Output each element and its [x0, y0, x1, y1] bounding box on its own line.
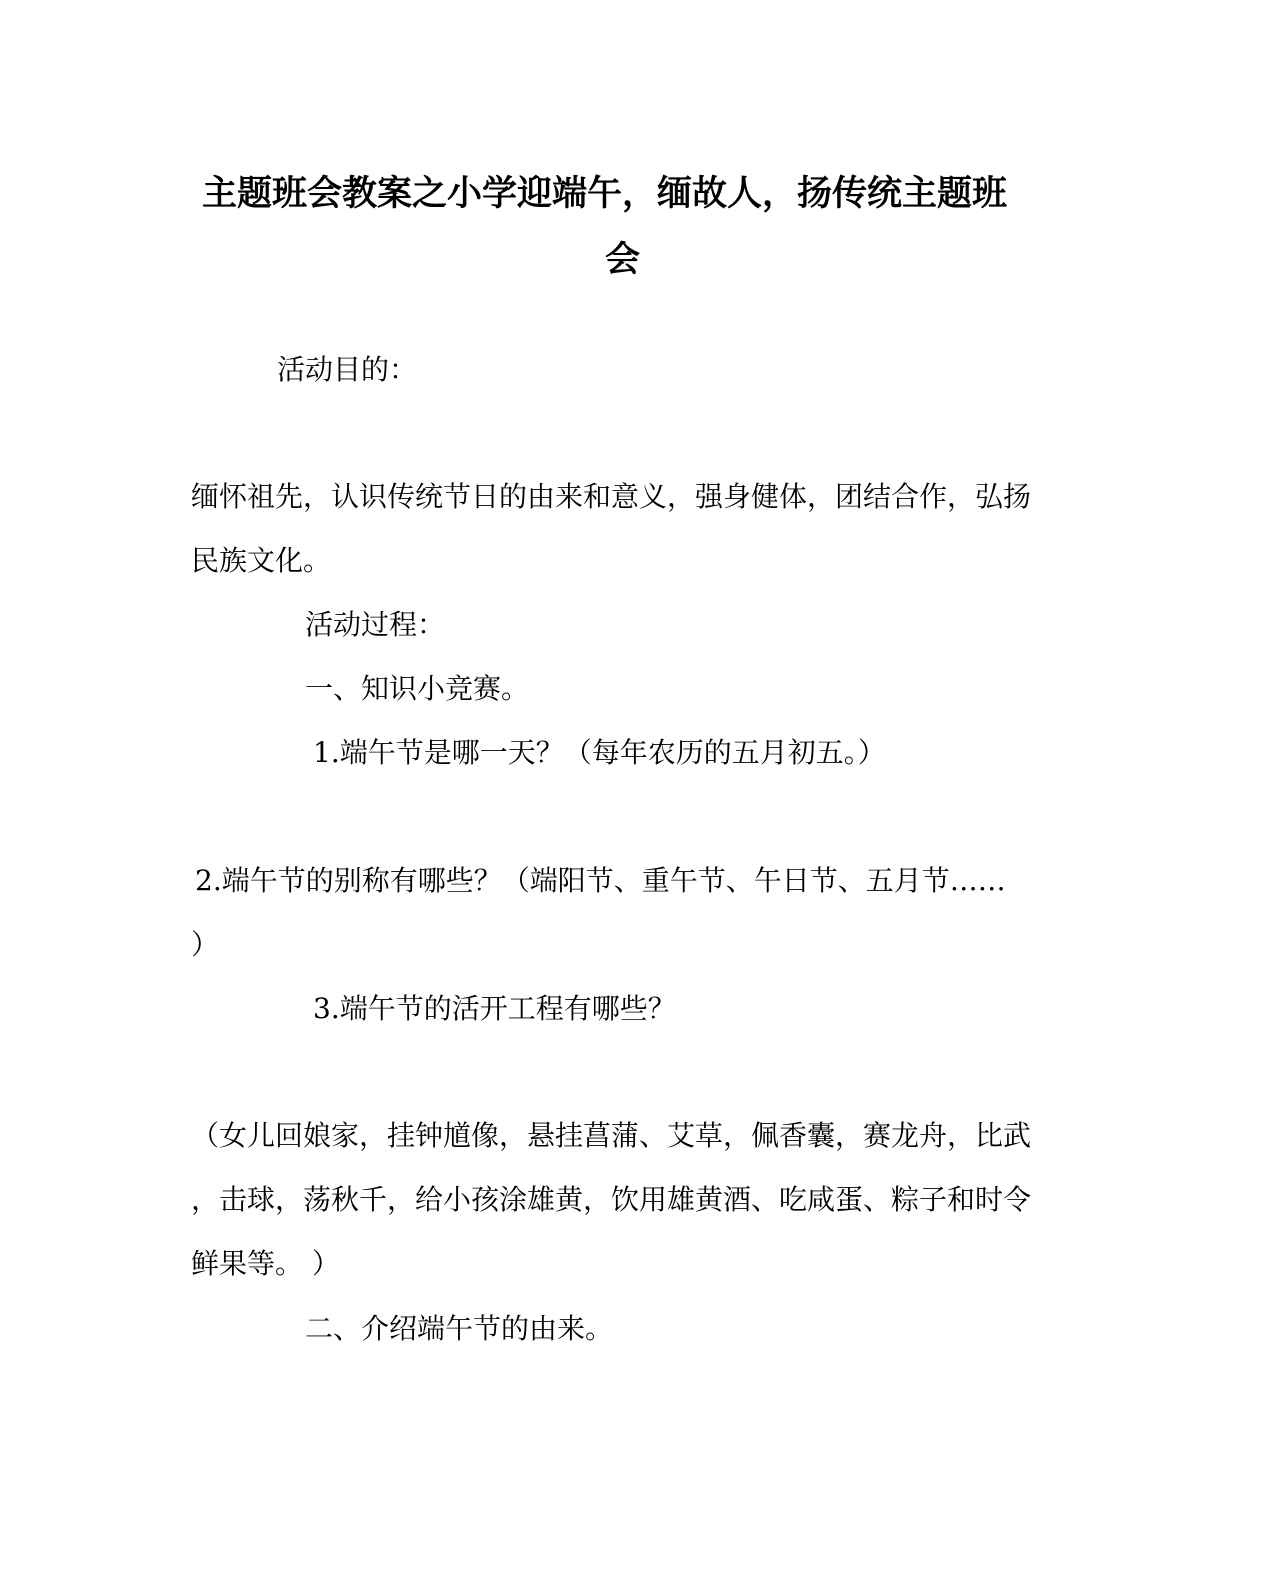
- document-title-line-1: 主题班会教案之小学迎端午，缅故人，扬传统主题班: [202, 173, 1008, 214]
- question-2-line-1: 2.端午节的别称有哪些？（端阳节、重午节、午日节、五月节……: [195, 864, 1006, 897]
- question-1: 1.端午节是哪一天？（每年农历的五月初五。）: [313, 736, 886, 769]
- question-2-line-2: ）: [191, 928, 220, 961]
- purpose-text-line-1: 缅怀祖先，认识传统节日的由来和意义，强身健体，团结合作，弘扬: [191, 480, 1032, 513]
- section-1-heading: 一、知识小竞赛。: [305, 672, 530, 705]
- answer-3-line-3: 鲜果等。 ）: [191, 1247, 340, 1280]
- section-2-heading: 二、介绍端午节的由来。: [305, 1312, 614, 1345]
- purpose-heading: 活动目的：: [277, 353, 418, 386]
- document-title-line-2: 会: [605, 239, 641, 280]
- process-heading: 活动过程：: [305, 608, 446, 641]
- answer-3-line-2: ，击球，荡秋千，给小孩涂雄黄，饮用雄黄酒、吃咸蛋、粽子和时令: [191, 1183, 1032, 1216]
- answer-3-line-1: （女儿回娘家，挂钟馗像，悬挂菖蒲、艾草，佩香囊，赛龙舟，比武: [191, 1119, 1032, 1152]
- purpose-text-line-2: 民族文化。: [191, 544, 332, 577]
- question-3: 3.端午节的活开工程有哪些？: [313, 992, 676, 1025]
